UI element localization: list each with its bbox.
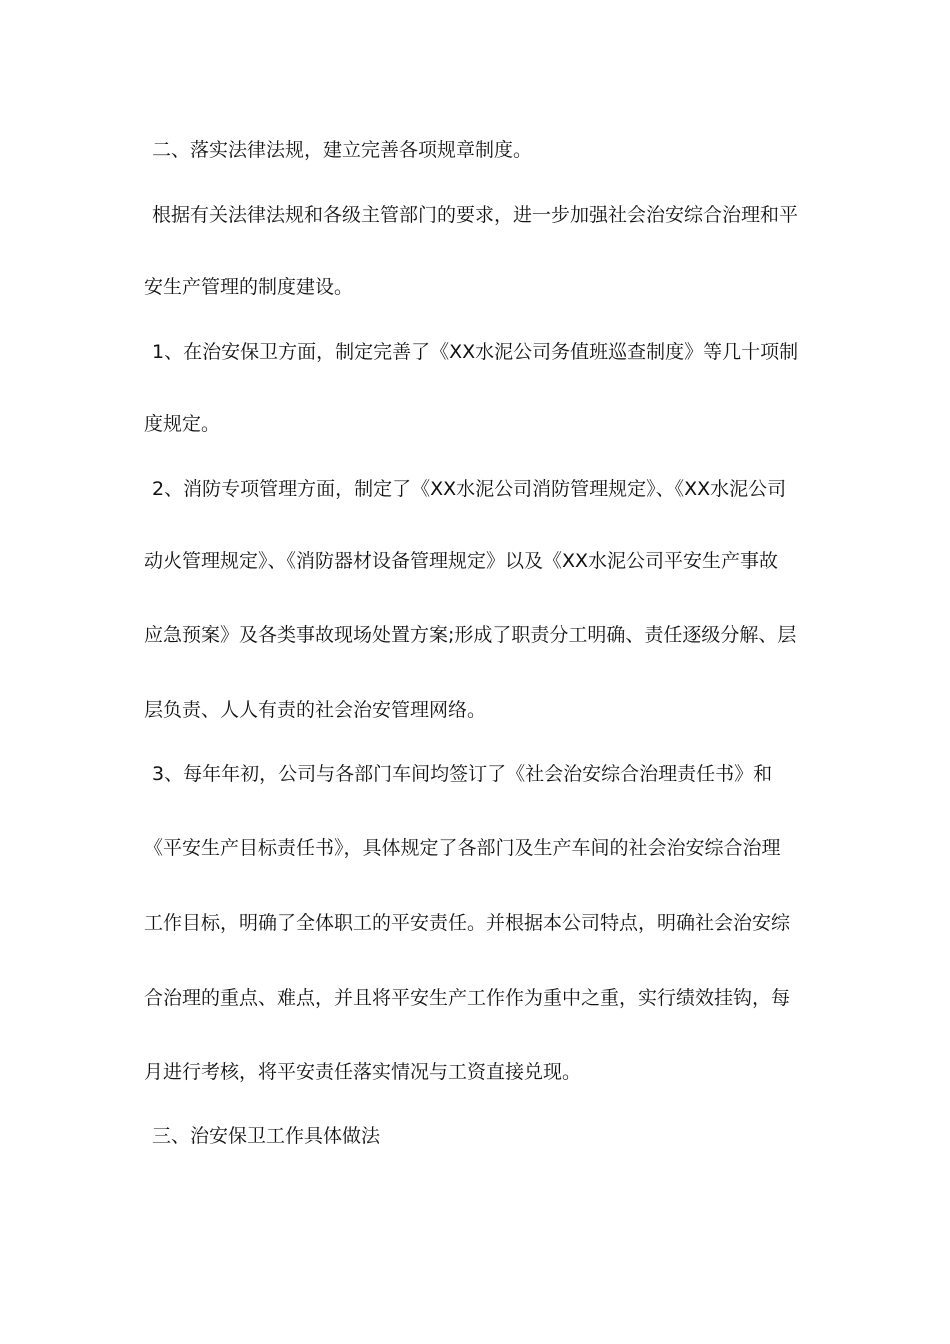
paragraph-line: 根据有关法律法规和各级主管部门的要求，进一步加强社会治安综合治理和平 [152,204,799,226]
list-item-1-line: 度规定。 [144,413,221,435]
list-item-3-line: 《平安生产目标责任书》，具体规定了各部门及生产车间的社会治安综合治理 [144,837,781,859]
list-item-2-line: 2、消防专项管理方面，制定了《XX水泥公司消防管理规定》、《XX水泥公司 [152,478,787,500]
section-heading-2: 二、落实法律法规，建立完善各项规章制度。 [152,139,533,161]
list-item-2-line: 层负责、人人有责的社会治安管理网络。 [144,699,487,721]
list-item-3-line: 3、每年年初，公司与各部门车间均签订了《社会治安综合治理责任书》和 [152,763,773,785]
paragraph-line: 安生产管理的制度建设。 [144,276,354,298]
list-item-3-line: 工作目标，明确了全体职工的平安责任。并根据本公司特点，明确社会治安综 [144,912,791,934]
list-item-2-line: 动火管理规定》、《消防器材设备管理规定》以及《XX水泥公司平安生产事故 [144,550,779,572]
list-item-1-line: 1、在治安保卫方面，制定完善了《XX水泥公司务值班巡查制度》等几十项制 [152,341,799,363]
list-item-2-line: 应急预案》及各类事故现场处置方案;形成了职责分工明确、责任逐级分解、层 [144,624,797,646]
list-item-3-line: 月进行考核，将平安责任落实情况与工资直接兑现。 [144,1061,582,1083]
section-heading-3: 三、治安保卫工作具体做法 [152,1125,381,1147]
list-item-3-line: 合治理的重点、难点，并且将平安生产工作作为重中之重，实行绩效挂钩，每 [144,987,791,1009]
